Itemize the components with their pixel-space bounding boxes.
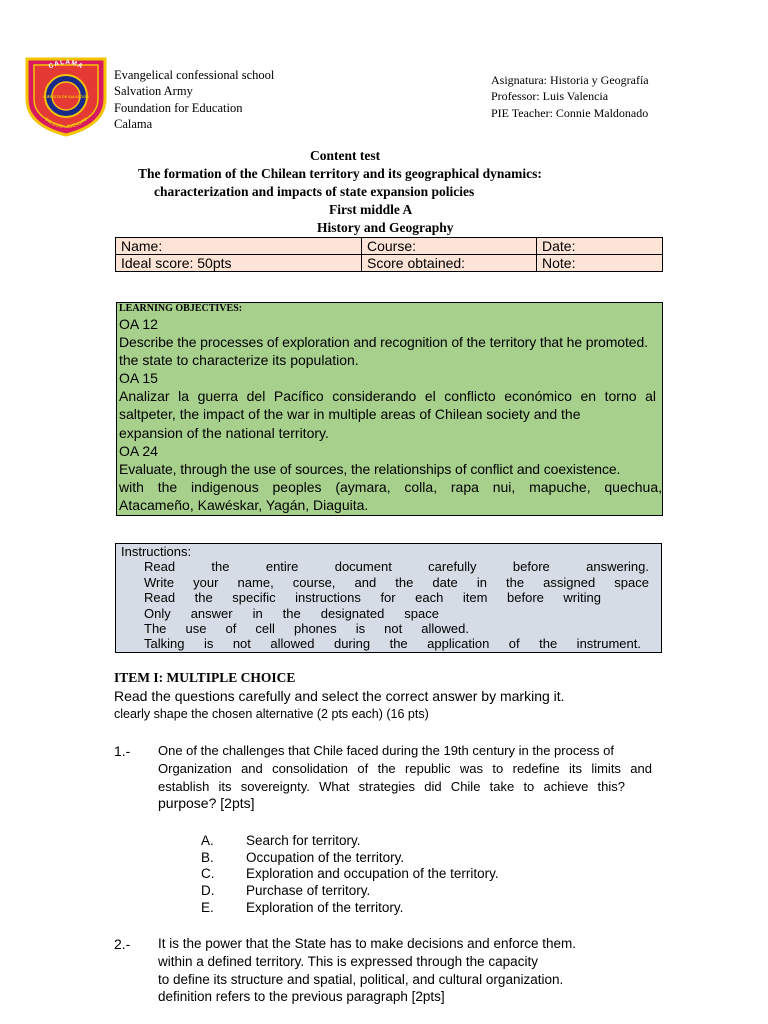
test-title-line2: characterization and impacts of state expansion policies: [154, 184, 475, 199]
school-line: Foundation for Education: [114, 100, 243, 115]
class-label: First middle A: [329, 202, 413, 217]
option-text: Purchase of territory.: [246, 883, 371, 898]
table-row: [116, 238, 663, 255]
item1-heading: ITEM I: MULTIPLE CHOICE: [114, 670, 296, 685]
question-number: 2.-: [114, 936, 131, 952]
question-line: definition refers to the previous paragraph [2pts]: [158, 989, 445, 1005]
question-number: 1.-: [114, 743, 131, 759]
date-field[interactable]: Date:: [537, 238, 663, 255]
test-title-line1: The formation of the Chilean territory and its geographical dynamics:: [138, 166, 542, 181]
option-letter: C.: [201, 866, 215, 881]
name-field[interactable]: Name:: [116, 238, 362, 255]
objective-code: OA 15: [119, 370, 158, 387]
objective-text: with the indigenous peoples (aymara, colla, rapa nui, mapuche, quechua,: [119, 478, 662, 495]
option-text: Occupation of the territory.: [246, 850, 405, 865]
school-line: Calama: [114, 117, 153, 132]
score-obtained-field[interactable]: Score obtained:: [362, 255, 537, 272]
school-seal-logo: [23, 53, 109, 137]
ideal-score-cell: Ideal score: 50pts: [116, 255, 362, 272]
question-text: [158, 742, 652, 813]
test-type-title: Content test: [310, 148, 381, 163]
school-line: Evangelical confessional school: [114, 68, 275, 82]
option-letter: D.: [201, 883, 215, 898]
option-text: Search for territory.: [246, 833, 361, 848]
objective-text: Atacameño, Kawéskar, Yagán, Diaguita.: [119, 496, 369, 513]
instructions-box: [115, 543, 662, 653]
instruction-item: Only answer in the designated space: [144, 605, 439, 621]
note-field[interactable]: Note:: [537, 255, 663, 272]
course-field[interactable]: Course:: [362, 238, 537, 255]
logo-ring-text: COLEGIO · EJÉRCITO: [43, 116, 89, 130]
course-info: [491, 72, 649, 121]
table-row: [116, 255, 663, 272]
instruction-item: Talking is not allowed during the application of the instrument.: [144, 636, 641, 652]
item1-instructions: Read the questions carefully and select the correct answer by marking it.: [114, 688, 565, 704]
objective-text: Evaluate, through the use of sources, the relationships of conflict and coexistence.: [119, 460, 621, 477]
logo-top-text: CALAMA: [47, 58, 85, 71]
objective-text: expansion of the national territory.: [119, 424, 329, 441]
subject-label: History and Geography: [317, 220, 454, 235]
item1-instructions-continued: clearly shape the chosen alternative (2 pts each) (16 pts): [114, 707, 429, 721]
option-text: Exploration of the territory.: [246, 900, 404, 915]
instruction-item: Read the entire document carefully before answering.: [144, 559, 649, 575]
objective-text: saltpeter, the impact of the war in multiple areas of Chilean society and the: [119, 406, 581, 423]
student-info-table: [115, 237, 663, 272]
instruction-item: Read the specific instructions for each item before writing: [144, 590, 601, 606]
option-letter: B.: [201, 850, 214, 865]
question-line: Organization and consolidation of the republic was to redefine its limits and: [158, 760, 652, 776]
objective-text: the state to characterize its population.: [119, 352, 359, 369]
question-line: establish its sovereignty. What strategies did Chile take to achieve this?: [158, 778, 625, 794]
learning-objectives-box: [116, 302, 663, 516]
instructions-label: Instructions:: [121, 544, 192, 559]
question-line: It is the power that the State has to make decisions and enforce them.: [158, 936, 576, 951]
option-letter: E.: [201, 900, 214, 915]
option-text: Exploration and occupation of the territory.: [246, 866, 499, 881]
school-line: Salvation Army: [114, 84, 193, 99]
instruction-item: Write your name, course, and the date in the assigned space: [144, 574, 649, 590]
question-line: within a defined territory. This is expressed through the capacity: [158, 953, 538, 969]
objectives-heading: LEARNING OBJECTIVES:: [119, 303, 243, 314]
pie-teacher-line: PIE Teacher: Connie Maldonado: [491, 105, 649, 120]
subject-line: Asignatura: Historia y Geografía: [491, 73, 649, 87]
objective-code: OA 12: [119, 316, 158, 332]
professor-line: Professor: Luis Valencia: [491, 89, 609, 104]
objective-code: OA 24: [119, 442, 158, 459]
instruction-item: The use of cell phones is not allowed.: [144, 621, 469, 637]
question-line: One of the challenges that Chile faced during the 19th century in the process of: [158, 743, 615, 758]
school-info: [114, 67, 274, 133]
question-text: [158, 935, 652, 1006]
objective-text: Describe the processes of exploration and recognition of the territory that he promoted.: [119, 334, 648, 351]
option-letter: A.: [201, 833, 214, 848]
objective-text: Analizar la guerra del Pacífico considerando el conflicto económico en torno al: [119, 388, 656, 405]
question-line: to define its structure and spatial, political, and cultural organization.: [158, 971, 564, 987]
logo-center-text: EJÉRCITO DE SALVACIÓN: [43, 95, 89, 99]
question-line: purpose? [2pts]: [158, 795, 255, 812]
